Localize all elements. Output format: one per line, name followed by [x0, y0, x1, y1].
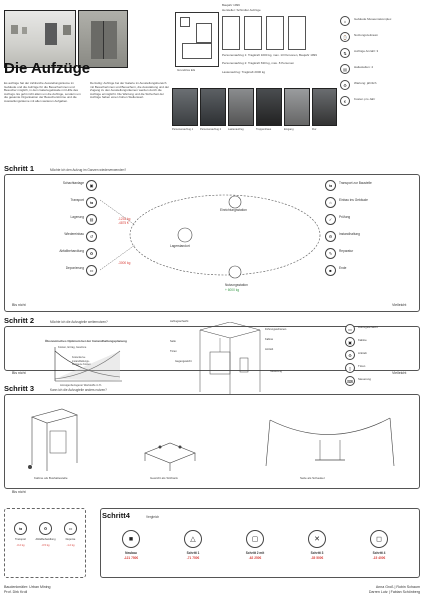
graph-mid-label: Kostenkurve instandhaltungs-bezogene Kosten [72, 356, 91, 367]
photo-strip [172, 88, 337, 136]
plan-spec-1: Personenaufzug 1: Tragkraft 1000 kg, max. 13 Personen, Baujahr 1999 [222, 53, 317, 57]
step2-left-foot: Bis nicht [12, 371, 26, 375]
swing-illustration [260, 410, 400, 470]
step4-left-label: Deponie [65, 538, 76, 541]
step2-right-foot: Vielleicht [392, 371, 407, 375]
step4-left-icon: ▭ [64, 522, 77, 535]
gallery-painting-2 [22, 27, 27, 34]
step2-right-icon: ▯ [345, 363, 355, 373]
graph-title: Ökonomisches Optimum bei der Instandhaltungsplanung [45, 339, 127, 343]
info-item-3: Aufzüge Anzahl: 3 [354, 49, 379, 53]
footer-left-2: Prof. Dirk Kroll [4, 590, 28, 594]
photo-caption-4: Treppenhaus [256, 128, 272, 131]
step4-subtitle: Vergleich [146, 515, 160, 519]
info-icon-1: ⌂ [340, 16, 350, 26]
step1-left-label: Schachtanlage [62, 181, 84, 185]
part-label: Gegengewicht [175, 360, 192, 363]
compare-value: -71 750€ [186, 556, 200, 560]
step1-right-label: Einbau ins Gebäude [339, 198, 368, 202]
step1-right-icon: ■ [325, 265, 336, 276]
step4-left-value: -0.2 kg [16, 544, 25, 547]
step1-left-column [8, 180, 98, 280]
step1-cycle-diagram [95, 180, 325, 290]
compare-value: -62 250€ [248, 556, 262, 560]
step1-left-icon: ♻ [86, 248, 97, 259]
photo-caption-6: Flur [312, 128, 317, 131]
step1-right-icon: ⇆ [325, 180, 336, 191]
info-icon-5: ⚙ [340, 80, 350, 90]
cycle-label-bottom: Nutzungsstation [225, 283, 248, 287]
elevator-diagram-4 [288, 16, 306, 50]
compare-value: -15 400€ [372, 556, 386, 560]
step1-left-icon: ↺ [86, 231, 97, 242]
compare-icon: ▢ [246, 530, 264, 548]
step2-right-icon: ⚙ [345, 350, 355, 360]
step1-right-column [325, 180, 415, 280]
step1-right-label: Reparatur [339, 249, 354, 253]
step2-title: Schritt 2 [4, 316, 35, 325]
strip-photo-4 [256, 88, 282, 126]
plan-year: Baujahr 1999 [222, 3, 240, 7]
elevator-diagram-2 [244, 16, 262, 50]
plan-spec-3: Lastenaufzug: Tragkraft 2000 kg [222, 70, 266, 74]
compare-icon: ◻ [370, 530, 388, 548]
part-label: Antrieb [265, 348, 274, 351]
gallery-painting-1 [11, 25, 18, 34]
photo-caption-5: Eingang [284, 128, 294, 131]
part-label: Türen [170, 350, 177, 353]
intro-col-2: Derzeitig: Aufzüge bei der Galerie im Ausstellungsbereich mit Besucherinnen und Besuchern, die Ausstattung und der Zugang zu den Ausstellungsräumen werden durch die Aufzüge ermöglicht. Die Wartung und die Sicherheit der Aufzüge haben einen hohen Stellenwert. [90, 81, 170, 100]
part-label: Führungsschienen [265, 328, 287, 331]
info-item-6: Kosten pro Jahr [354, 97, 376, 101]
graph-xlabel: Anzeigenbezogener Wertstoffe in % [60, 384, 102, 387]
part-labels [150, 320, 350, 390]
part-label: Seile [170, 340, 176, 343]
cycle-value-a: -1234 kg [118, 217, 131, 221]
bus-stop-caption: Kabine als Bushaltestelle [34, 476, 68, 480]
info-item-5: Wartung: jährlich [354, 81, 377, 85]
step4-left-value: -1.2 kg [66, 544, 75, 547]
step1-left-label: Wiedereinbau [64, 232, 84, 236]
footer-right-1: Anna Groß | Robin Schaum [375, 585, 420, 589]
step3-left-foot: Bis nicht [12, 490, 26, 494]
photo-caption-2: Personenaufzug 2 [200, 128, 222, 131]
page-title: Die Aufzüge [4, 60, 91, 77]
intro-col-1: Es aufzüge hat der zahlreiche Ausstellungsräume im Gebäude und die Aufzüge für die Besucherinnen und Besucher möglich, in dem Galeriegebäude mit Hilfe des Aufzugs. Es geht nicht allein um die Aufzüge, sondern um die gesamte Organisation der Besucherströme und die Ausstellungsräume mit allen weiteren Aufgaben. [4, 81, 81, 103]
step2-right-label: Kabine [358, 338, 367, 342]
info-item-2: Nutzungszeitraum [354, 33, 379, 37]
elevator-diagram-1 [222, 16, 240, 50]
cycle-label-top: Einrichtungsstation [220, 208, 247, 212]
strip-photo-1 [172, 88, 198, 126]
step4-compare-row [104, 530, 414, 576]
step1-title: Schritt 1 [4, 164, 35, 173]
step2-right-label: Antrieb [358, 351, 367, 355]
compare-icon: ✕ [308, 530, 326, 548]
part-label: Kabine [265, 338, 274, 341]
info-column [340, 8, 420, 108]
elevator-diagram-3 [266, 16, 284, 50]
swing-caption: Seile als Schaukel [300, 476, 325, 480]
compare-label: Schritt 2 mit [245, 551, 265, 555]
strip-photo-3 [228, 88, 254, 126]
step1-right-label: Ende [339, 266, 347, 270]
step1-left-label: Transport [70, 198, 84, 202]
step4-left-label: Abfallbehandlung [35, 538, 56, 541]
bench-caption: Gewicht als Sitzbank [150, 476, 178, 480]
gallery-painting-3 [63, 25, 71, 35]
step4-left-items [8, 518, 84, 574]
info-icon-2: ⌚ [340, 32, 350, 42]
step1-left-icon: ⇆ [86, 197, 97, 208]
step2-right-icon: ▣ [345, 337, 355, 347]
floor-plan [175, 12, 219, 67]
step1-left-icon: ▭ [86, 265, 97, 276]
step4-left-icon: ⇆ [14, 522, 27, 535]
step3-title: Schritt 3 [4, 384, 35, 393]
step2-right-label: Türen [358, 364, 366, 368]
compare-label: Schritt 4 [372, 551, 386, 555]
info-icon-4: ▤ [340, 64, 350, 74]
compare-label: Schritt 3 [310, 551, 324, 555]
step2-subtitle: Möchte ich die Aufzugteile weiternutzen? [50, 320, 108, 324]
compare-value: -35 500€ [310, 556, 324, 560]
gallery-door [45, 23, 57, 45]
part-label: Steuerung [270, 370, 282, 373]
part-label: Aufzugsschacht [170, 320, 189, 323]
info-icon-3: ⇅ [340, 48, 350, 58]
step1-left-icon: ▤ [86, 214, 97, 225]
step2-right-column [345, 320, 415, 388]
step1-left-foot: Bis nicht [12, 303, 26, 307]
strip-photo-5 [284, 88, 310, 126]
step2-right-label: Steuerung [358, 377, 371, 381]
step1-right-label: Transport zur Baustelle [339, 181, 372, 185]
step2-right-icon: ⌨ [345, 376, 355, 386]
plan-spec-2: Personenaufzug 2: Tragkraft 630 kg, max. 8 Personen [222, 61, 295, 65]
step1-left-label: Deponierung [65, 266, 84, 270]
plan-company: Hersteller: Schindler Aufzüge [222, 8, 261, 12]
compare-value: -121 750€ [123, 556, 139, 560]
elevator-door-left [91, 21, 104, 59]
strip-photo-6 [312, 88, 337, 126]
step4-left-value: -0.5 kg [41, 544, 50, 547]
compare-icon: ■ [122, 530, 140, 548]
step1-right-icon: ✓ [325, 214, 336, 225]
step1-left-label: Abfallbehandlung [59, 249, 84, 253]
step4-left-icon: ♻ [39, 522, 52, 535]
cycle-label-storage: Lagerstandort [170, 244, 190, 248]
cycle-value-d: + 6000 kg [225, 288, 240, 292]
step4-title: Schritt4 [102, 511, 130, 520]
step3-subtitle: Kann ich die Aufzugteile anders nutzen? [50, 388, 107, 392]
step2-right-icon: ▭ [345, 324, 355, 334]
step1-right-icon: ✎ [325, 248, 336, 259]
graph-ylabel: Kosten, Ertrag, Gewinne [58, 346, 87, 349]
strip-photo-2 [200, 88, 226, 126]
compare-label: Neubau [125, 551, 137, 555]
info-item-4: Haltestellen: 4 [354, 65, 374, 69]
plan-caption: Grundriss EG [177, 68, 196, 72]
elevator-door-right [104, 21, 117, 59]
cycle-value-b: -4875 € [118, 221, 129, 225]
info-item-1: Gebäude Museumskomplex [354, 17, 392, 21]
step4-left-label: Transport [14, 538, 26, 541]
step1-right-icon: ⌂ [325, 197, 336, 208]
step1-right-icon: ⚙ [325, 231, 336, 242]
step1-right-label: Instandhaltung [339, 232, 360, 236]
photo-caption-3: Lastenaufzug [228, 128, 244, 131]
bus-stop-illustration [22, 405, 82, 475]
step1-subtitle: Möchte ich den Aufzug im Ganzen wiederverwenden? [50, 168, 127, 172]
step1-right-label: Prüfung [339, 215, 351, 219]
compare-label: Schritt 1 [186, 551, 200, 555]
step1-left-label: Lagerung [70, 215, 84, 219]
step1-right-foot: Vielleicht [392, 303, 407, 307]
footer-left-1: Baudenkmäler: Urban Mining [4, 585, 51, 589]
bench-illustration [140, 435, 200, 475]
step2-right-label: Aufzugsschacht [358, 325, 378, 329]
cycle-value-c: -3000 kg [118, 261, 131, 265]
step1-left-icon: ▣ [86, 180, 97, 191]
info-icon-6: € [340, 96, 350, 106]
footer-right-2: Darren Lutz | Fabian Schönberg [368, 590, 420, 594]
photo-caption-1: Personenaufzug 1 [172, 128, 194, 131]
compare-icon: △ [184, 530, 202, 548]
